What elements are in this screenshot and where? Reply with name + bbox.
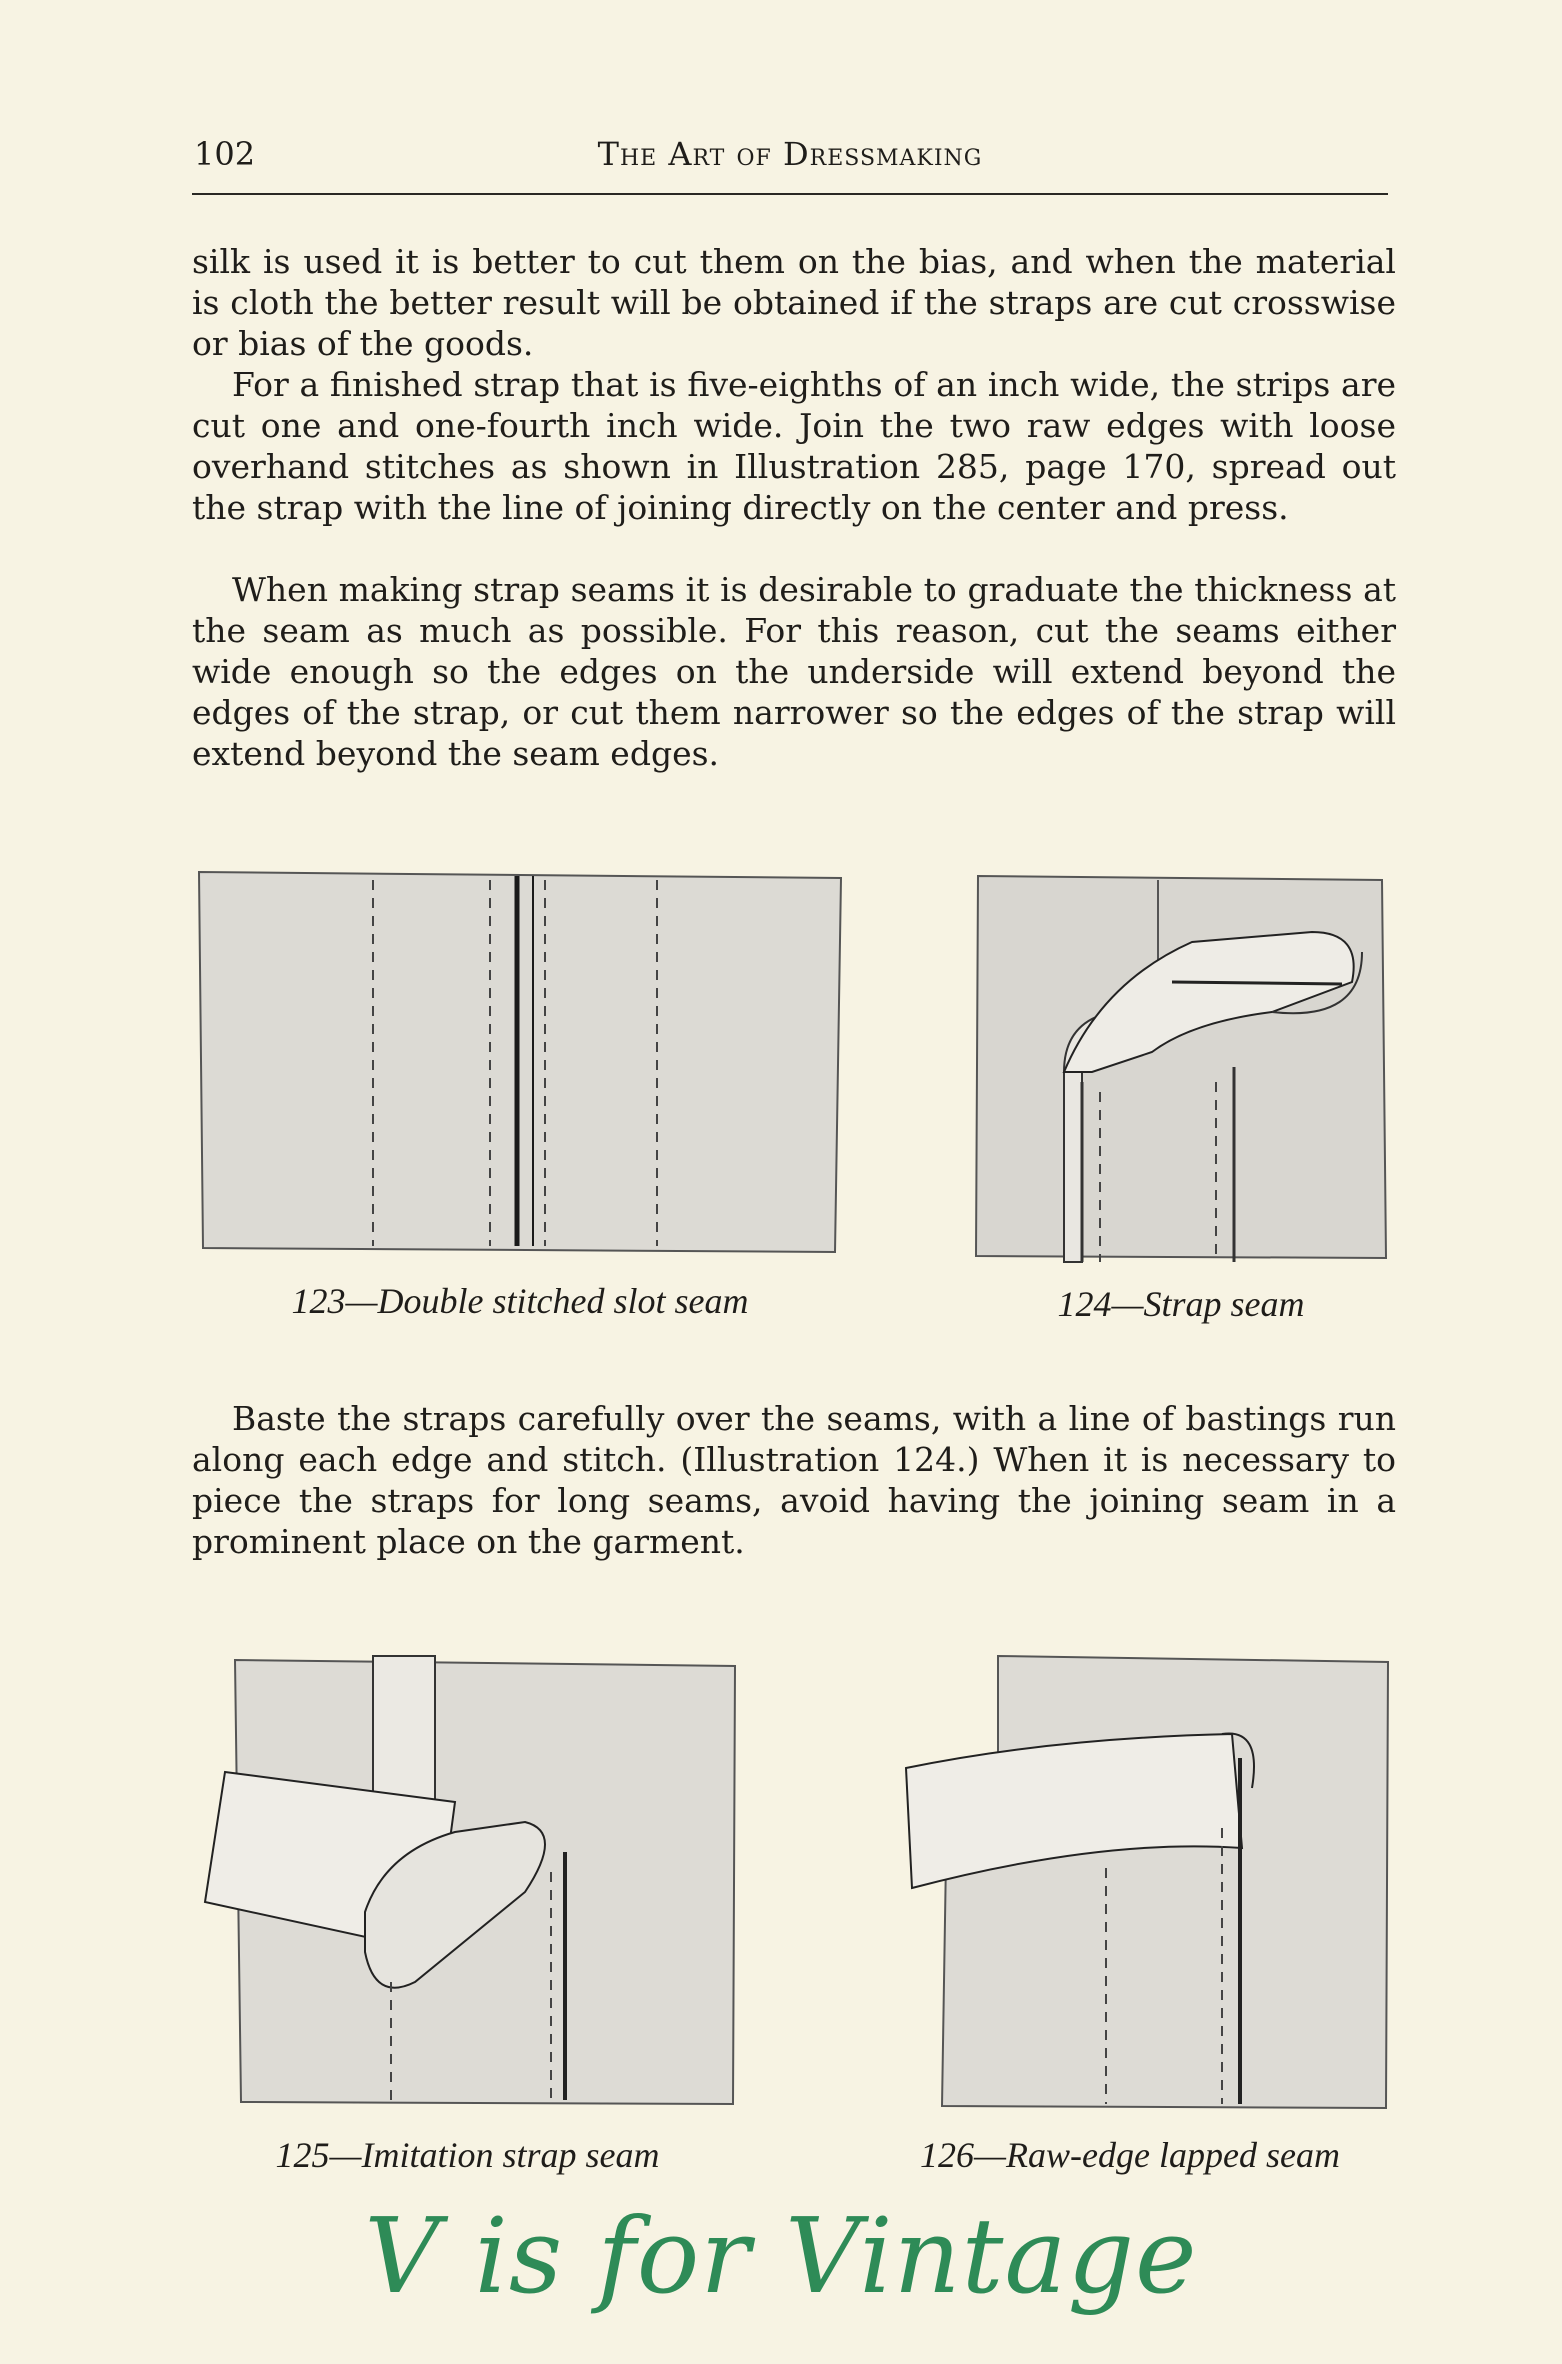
page-header [192, 135, 1388, 195]
figure-123-illustration [195, 868, 845, 1258]
figure-126-caption: 126—Raw-edge lapped seam [920, 2135, 1340, 2175]
figure-125-illustration [195, 1652, 740, 2112]
figure-126-illustration [902, 1648, 1392, 2114]
paragraph-3: When making strap seams it is desirable to graduate the thickness at the seam as much as possible. For this reason, cut the seams either wide enough so the edges on the underside will extend beyond the edges of the strap, or cut them narrower so the edges of the strap will extend beyond the seam edges. [192, 570, 1396, 773]
paragraph-1: silk is used it is better to cut them on the bias, and when the material is cloth the better result will be obtained if the straps are cut crosswise or bias of the goods. [192, 242, 1396, 363]
paragraph-2: For a finished strap that is five-eighths of an inch wide, the strips are cut one and one-fourth inch wide. Join the two raw edges with loose overhand stitches as shown in Illustration 285, page 170, spread out the strap with the line of joining directly on the center and press. [192, 365, 1396, 527]
paragraph-4: Baste the straps carefully over the seams, with a line of bastings run along each edge and stitch. (Illustration 124.) When it is necessary to piece the straps for long seams, avoid having the joining seam in a prominent place on the garment. [192, 1399, 1396, 1561]
watermark-text: V is for Vintage [364, 2195, 1198, 2317]
page-number: 102 [194, 135, 256, 173]
figure-124-illustration [972, 872, 1390, 1264]
figure-123-caption: 123—Double stitched slot seam [291, 1281, 749, 1321]
figure-125-caption: 125—Imitation strap seam [275, 2135, 660, 2175]
running-title: The Art of Dressmaking [597, 135, 983, 173]
figure-124-caption: 124—Strap seam [1057, 1284, 1305, 1324]
